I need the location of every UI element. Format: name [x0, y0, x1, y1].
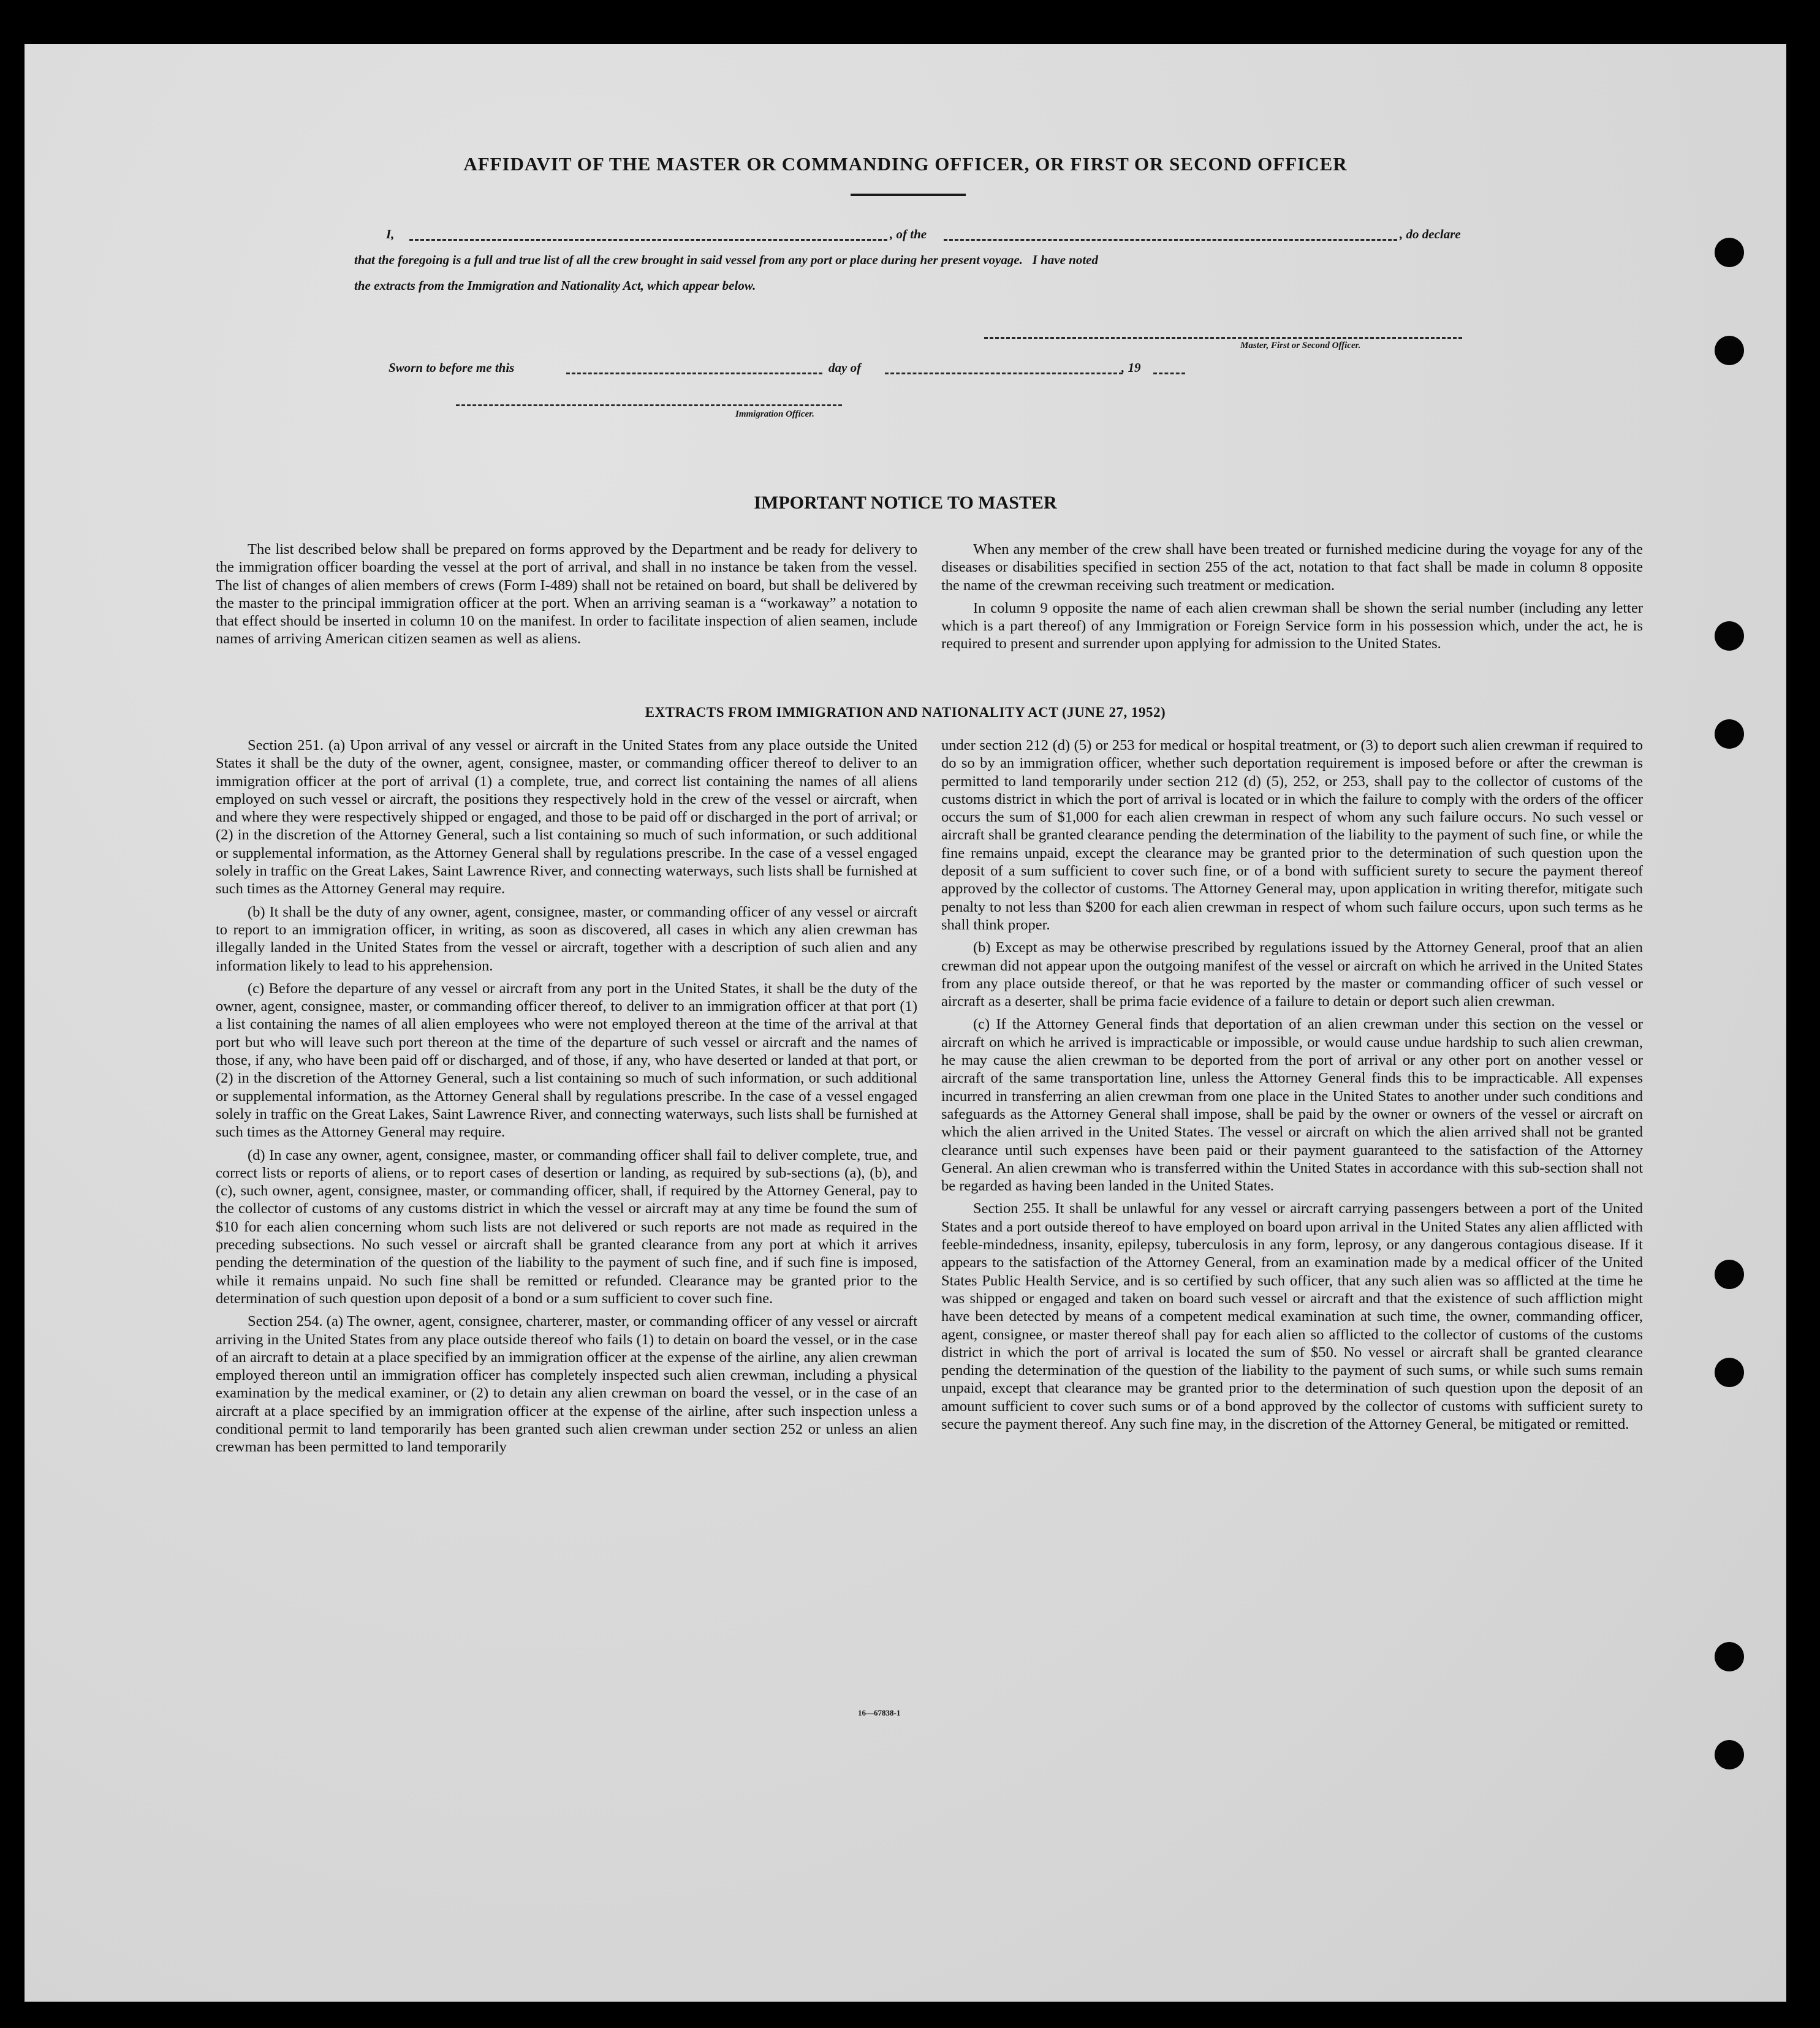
section-254-b: (b) Except as may be otherwise prescribed by regulations issued by the Attorney General, proof that an alien crewman did not appear upon the outgoing manifest of the vessel or aircraft on which he arrived in the United States from any place outside thereof, or that he was reported by the master or commanding officer of such vessel or aircraft as a deserter, shall be prima facie evidence of a failure to detain or deport such alien crewman. [941, 939, 1643, 1010]
section-254-a: Section 254. (a) The owner, agent, consignee, charterer, master, or commanding officer of any vessel or aircraft arriving in the United States from any place outside thereof who fails (1) to detain on board the vessel, or in the case of an aircraft to detain at a place specified by an immigration officer at the expense of the airline, any alien crewman employed thereon until an immigration officer has completely inspected such alien crewman, including a physical examination by the medical examiner, or (2) to detain any alien crewman on board the vessel, or in the case of an aircraft at a place specified by an immigration officer at the expense of the airline, after such inspection unless a conditional permit to land temporarily has been granted such alien crewman under section 252 or unless an alien crewman has been permitted to land temporarily [216, 1313, 917, 1456]
punch-hole [1715, 1740, 1744, 1769]
sworn-day-line[interactable] [566, 373, 822, 374]
notice-paragraph: The list described below shall be prepared on forms approved by the Department and be ready for delivery to the immigration officer boarding the vessel at the port of arrival, and shall in no instance be taken from the vessel. The list of changes of alien members of crews (Form I-489) shall not be retained on board, but shall be delivered by the master to the principal immigration officer at the port. When an arriving seaman is a “workaway” a notation to that effect should be inserted in column 10 on the manifest. In order to facilitate inspection of alien seamen, include names of arriving American citizen seamen as well as aliens. [216, 541, 917, 648]
sworn-year-line[interactable] [1153, 373, 1185, 374]
vessel-name-line[interactable] [944, 239, 1397, 241]
section-255: Section 255. It shall be unlawful for any vessel or aircraft carrying passengers between a port of the United States and a port outside thereof to have employed on board upon arrival in the United States any alien afflicted with feeble-mindedness, insanity, epilepsy, tuberculosis in any form, leprosy, or any dangerous contagious disease. If it appears to the satisfaction of the Attorney General, from an examination made by a medical officer of the United States Public Health Service, and is so certified by such officer, that any such alien was so afflicted at the time he was shipped or engaged and taken on board such vessel or aircraft and that the existence of such affliction might have been detected by means of a competent medical examination at such time, the owner, commanding officer, agent, consignee, or master thereof shall pay for each alien so afflicted to the collector of customs of the customs district in which the port of arrival is located the sum of $50. No vessel or aircraft shall be granted clearance pending the determination of the question of the liability to the payment of such sums, or while such sums remain unpaid, except that clearance may be granted prior to the determination of such question upon the deposit of an amount sufficient to cover such sums or of a bond approved by the collector of customs with sufficient surety to secure the payment thereof. Any such fine may, in the discretion of the Attorney General, be mitigated or remitted. [941, 1200, 1643, 1432]
section-251-a: Section 251. (a) Upon arrival of any vessel or aircraft in the United States from any place outside the United States it shall be the duty of the owner, agent, consignee, master, or commanding officer thereof to deliver to an immigration officer at the port of arrival (1) a complete, true, and correct list containing the names of all aliens employed on such vessel or aircraft, the positions they respectively hold in the crew of the vessel or aircraft, when and where they were respectively shipped or engaged, and those to be paid off or discharged in the port of arrival; or (2) in the discretion of the Attorney General, such a list containing so much of such information, or such additional or supplemental information, as the Attorney General shall by regulations prescribe. In the case of a vessel engaged solely in traffic on the Great Lakes, Saint Lawrence River, and connecting waterways, such lists shall be furnished at such times as the Attorney General may require. [216, 737, 917, 898]
notice-left-column [216, 540, 917, 648]
section-251-c: (c) Before the departure of any vessel or aircraft from any port in the United States, it shall be the duty of the owner, agent, consignee, master, or commanding officer thereof, to deliver to an immigration officer at that port (1) a list containing the names of all alien employees who were not employed thereon at the time of the arrival at that port but who will leave such port thereon at the time of the departure of such vessel or aircraft and the names of those, if any, who have been paid off or discharged, and of those, if any, who have deserted or landed at that port, or (2) in the discretion of the Attorney General, such a list containing so much of such information, or such additional or supplemental information, as the Attorney General shall by regulations prescribe. In the case of a vessel engaged solely in traffic on the Great Lakes, Saint Lawrence River, and connecting waterways, such lists shall be furnished at such times as the Attorney General may require. [216, 980, 917, 1141]
year-prefix: , 19 [1121, 360, 1141, 375]
declare-suffix: , do declare [1400, 227, 1461, 241]
extracts-right-column [941, 736, 1643, 1433]
declarant-name-line[interactable] [409, 239, 887, 241]
section-251-d: (d) In case any owner, agent, consignee, master, or commanding officer shall fail to deliver complete, true, and correct lists or reports of aliens, or to report cases of desertion or landing, as required by sub-sections (a), (b), and (c), such owner, agent, consignee, master, or commanding officer, shall, if required by the Attorney General, pay to the collector of customs of any customs district in which the vessel or aircraft may at any time be found the sum of $10 for each alien concerning whom such lists are not delivered or such reports are not made as required in the preceding subsections. No such vessel or aircraft shall be granted clearance from any port at which it arrives pending the determination of the question of the liability to the payment of such fine, and if such fine is imposed, while it remains unpaid. No such fine shall be remitted or refunded. Clearance may be granted prior to the determination of such question upon deposit of a bond or a sum sufficient to cover such fine. [216, 1146, 917, 1307]
officer-signature-caption: Immigration Officer. [735, 409, 814, 419]
punch-hole [1715, 621, 1744, 651]
master-signature-line[interactable] [984, 337, 1462, 339]
punch-hole [1715, 1260, 1744, 1289]
sworn-month-line[interactable] [885, 373, 1123, 374]
sworn-label: Sworn to before me this [389, 360, 515, 375]
punch-hole [1715, 1358, 1744, 1387]
title-divider [851, 194, 966, 196]
officer-signature-line[interactable] [456, 404, 842, 406]
section-254-c: (c) If the Attorney General finds that deportation of an alien crewman under this section on the vessel or aircraft on which he arrived is impracticable or impossible, or would cause undue hardship to such alien crewman, he may cause the alien crewman to be deported from the port of arrival or any other port on another vessel or aircraft of the same transportation line, unless the Attorney General finds this to be impracticable. All expenses incurred in transferring an alien crewman from one place in the United States to another under such conditions and safeguards as the Attorney General shall impose, shall be paid by the owner or owners of the vessel or aircraft on which the alien arrived in the United States. The vessel or aircraft on which the alien arrived shall not be granted clearance until such expenses have been paid or their payment guaranteed to the satisfaction of the Attorney General. An alien crewman who is transferred within the United States in accordance with this sub-section shall not be regarded as having been landed in the United States. [941, 1016, 1643, 1195]
extracts-left-column [216, 736, 917, 1456]
section-254-a-continued: under section 212 (d) (5) or 253 for medical or hospital treatment, or (3) to deport such alien crewman if required to do so by an immigration officer, whether such deportation requirement is imposed before or after the crewman is permitted to land temporarily under section 212 (d) (5), 252, or 253, shall pay to the collector of customs of the customs district in which the port of arrival is located or in which the failure to comply with the orders of the officer occurs the sum of $1,000 for each alien crewman in respect of whom any such failure occurs. No such vessel or aircraft shall be granted clearance pending the determination of the liability to the payment of such fine, or while the fine remains unpaid, except the clearance may be granted prior to the determination of such question upon the deposit of a sum sufficient to cover such fine, or of a bond with sufficient surety to secure the payment thereof approved by the collector of customs. The Attorney General may, upon application in writing therefor, mitigate such penalty to not less than $200 for each alien crewman in respect of whom such failure occurs, upon such terms as he shall think proper. [941, 737, 1643, 933]
day-of-label: day of [828, 360, 862, 375]
punch-hole [1715, 238, 1744, 267]
punch-hole [1715, 1642, 1744, 1671]
master-signature-caption: Master, First or Second Officer. [1240, 341, 1361, 350]
declaration-line-3: the extracts from the Immigration and Nationality Act, which appear below. [354, 278, 756, 293]
vessel-prefix: , of the [890, 227, 927, 241]
document-page [25, 44, 1786, 2002]
affidavit-title: AFFIDAVIT OF THE MASTER OR COMMANDING OFFICER, OR FIRST OR SECOND OFFICER [463, 153, 1348, 175]
notice-right-column [941, 540, 1643, 653]
form-code: 16—67838-1 [858, 1708, 901, 1717]
declarant-prefix: I, [386, 227, 395, 241]
notice-paragraph: When any member of the crew shall have been treated or furnished medicine during the voyage for any of the diseases or disabilities specified in section 255 of the act, notation to that fact shall be made in column 8 opposite the name of the crewman receiving such treatment or medication. [941, 541, 1643, 594]
declaration-line-2: that the foregoing is a full and true list of all the crew brought in said vessel from any port or place during her present voyage. I have noted [354, 252, 1098, 267]
notice-paragraph: In column 9 opposite the name of each alien crewman shall be shown the serial number (including any letter which is a part thereof) of any Immigration or Foreign Service form in his possession which, under the act, he is required to present and surrender upon applying for admission to the United States. [941, 599, 1643, 653]
punch-hole [1715, 719, 1744, 749]
section-251-b: (b) It shall be the duty of any owner, agent, consignee, master, or commanding officer of any vessel or aircraft to report to an immigration officer, in writing, as soon as discovered, all cases in which any alien crewman has illegally landed in the United States from the vessel or aircraft, together with a description of such alien and any information likely to lead to his apprehension. [216, 903, 917, 974]
notice-title: IMPORTANT NOTICE TO MASTER [754, 493, 1057, 513]
extracts-title: EXTRACTS FROM IMMIGRATION AND NATIONALITY ACT (JUNE 27, 1952) [645, 705, 1166, 720]
punch-hole [1715, 336, 1744, 365]
